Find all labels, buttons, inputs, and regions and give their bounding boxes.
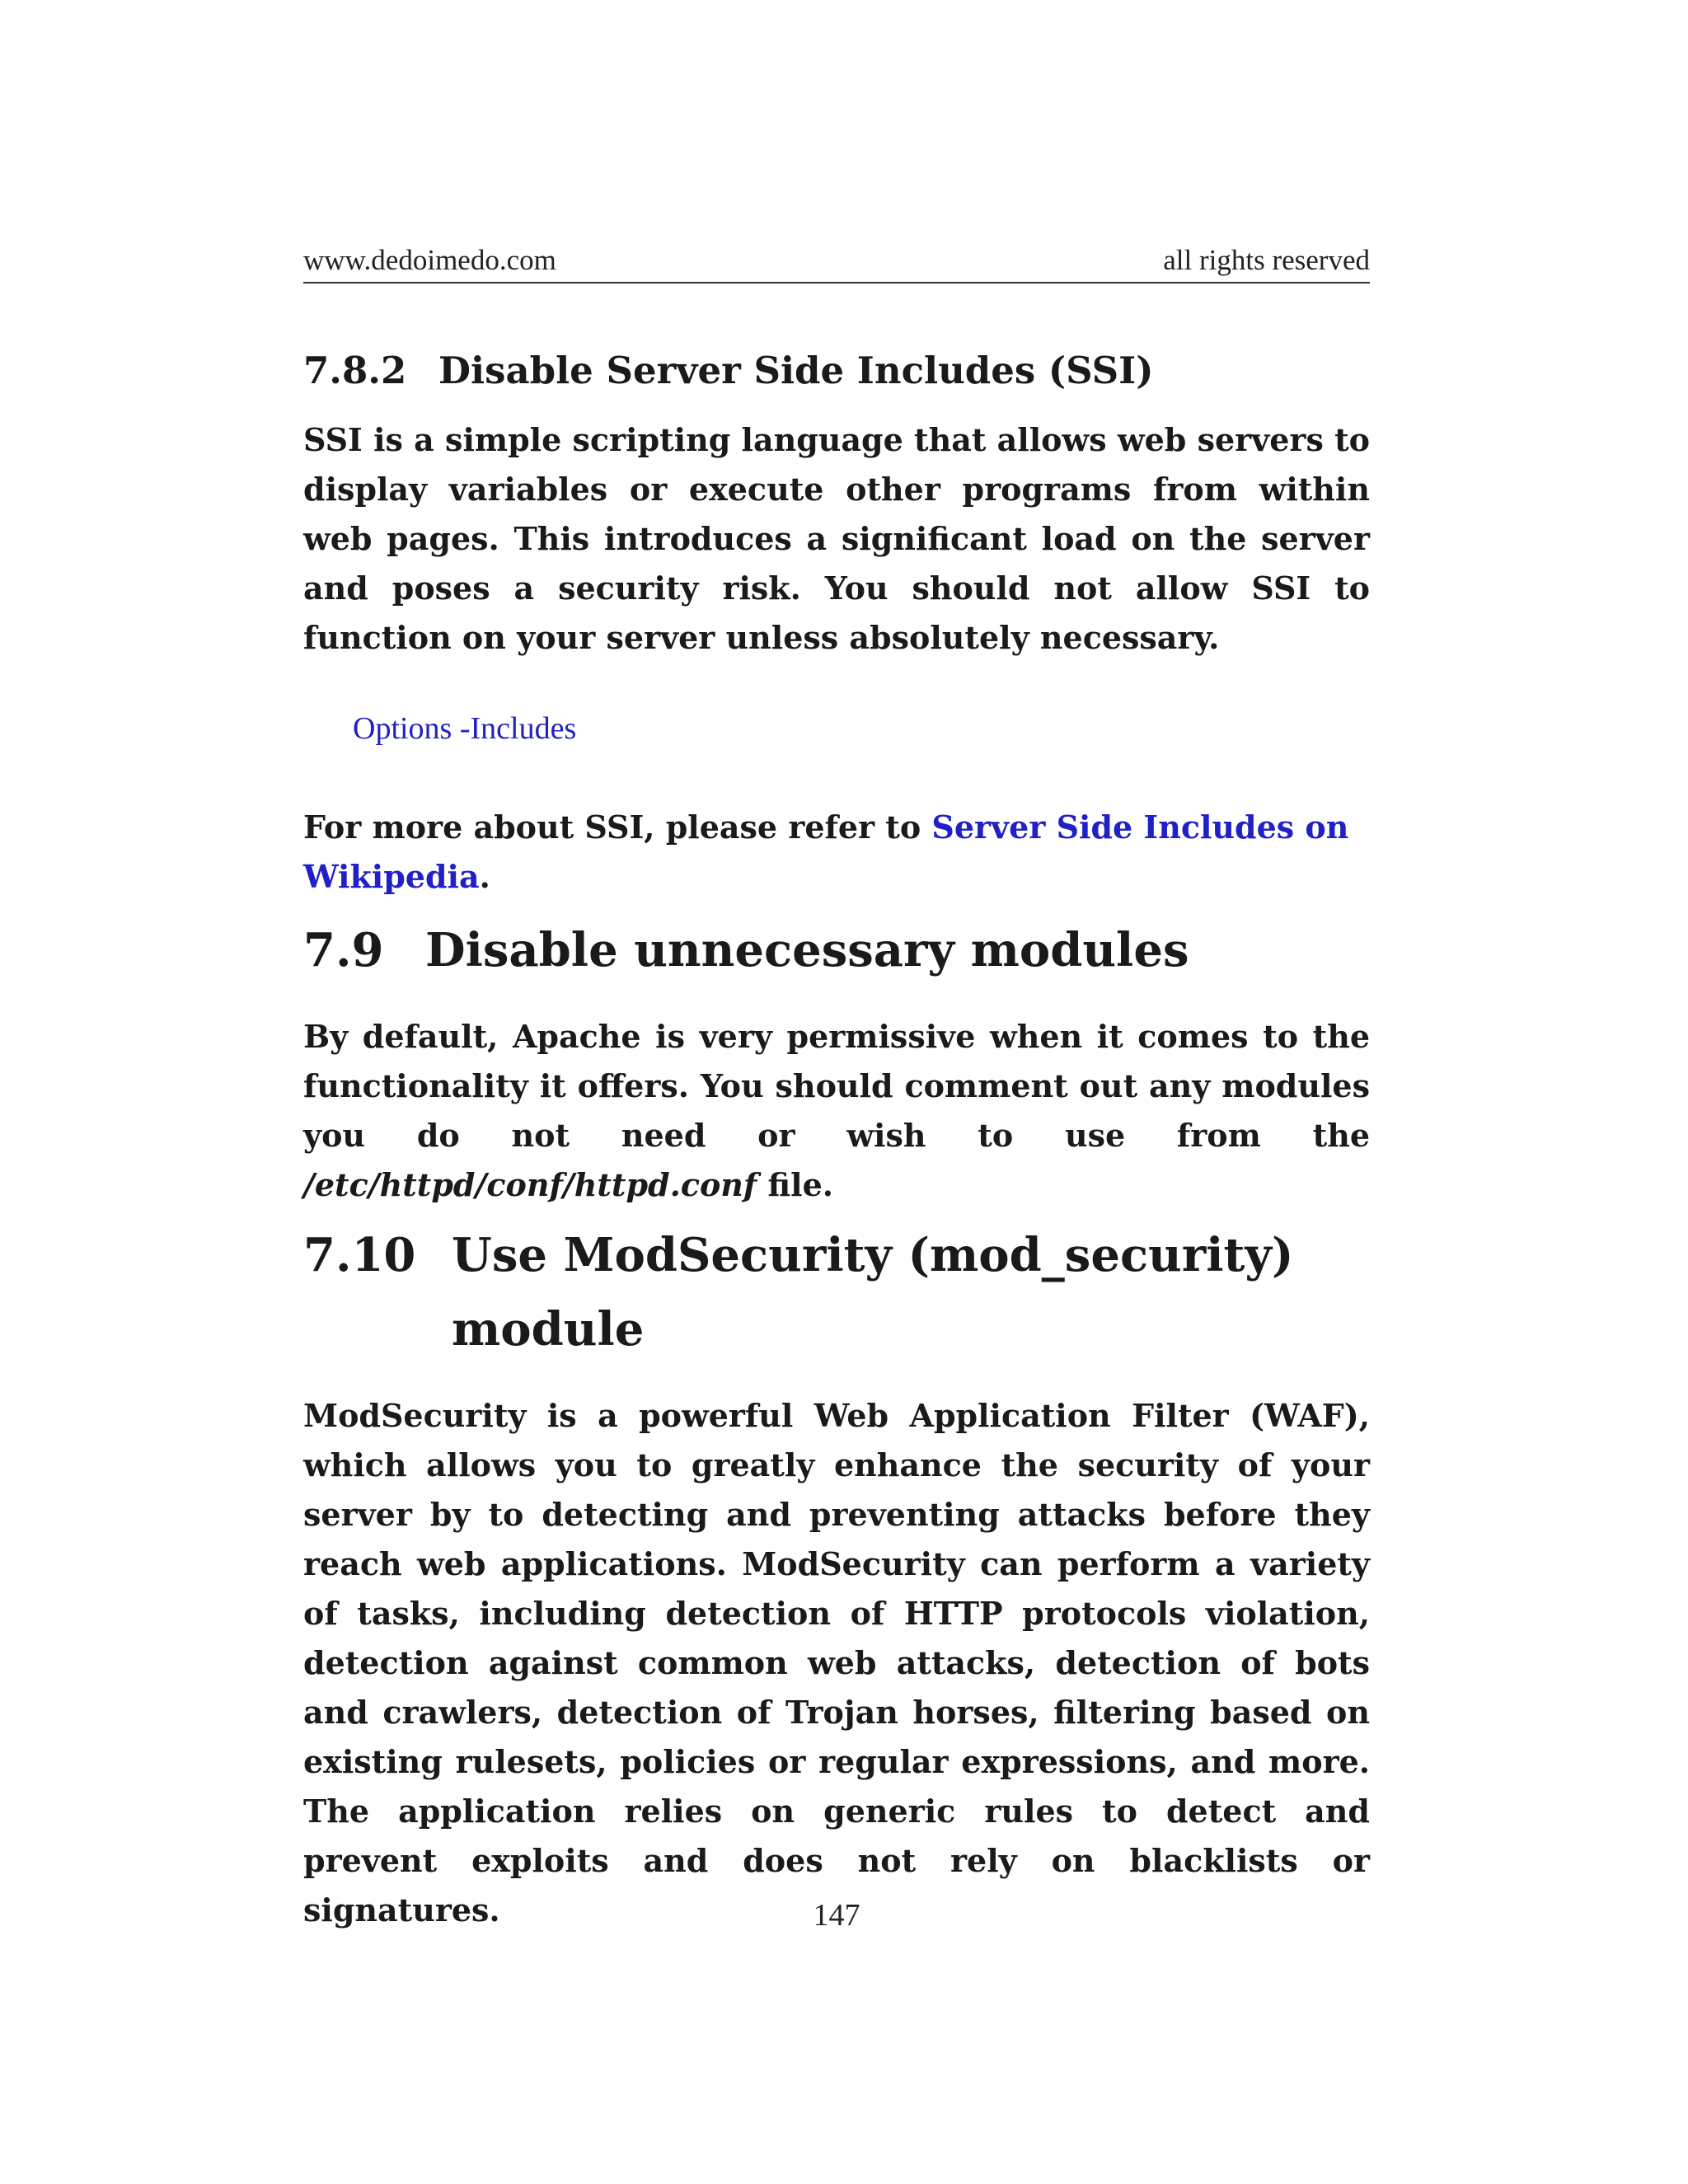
ssi-more-prefix: For more about SSI, please refer to <box>303 808 932 846</box>
heading-7-8-2 <box>303 344 1370 397</box>
heading-7-10-number: 7.10 <box>303 1228 416 1282</box>
document-page <box>303 0 1370 2184</box>
heading-7-9 <box>303 913 1189 987</box>
paragraph-modsecurity: ModSecurity is a powerful Web Application Filter (WAF), which allows you to greatly enhance the security of your server by to detecting and preventing attacks before they reach web applications. ModSecurity can perform a variety of tasks, including detection of HTTP protocols violation, detection against common web attacks, detection of bots and crawlers, detection of Trojan horses, filtering based on existing rulesets, policies or regular expressions, and more. The application relies on generic rules to detect and prevent exploits and does not rely on blacklists or signatures. <box>303 1397 1370 1929</box>
heading-7-8-2-number: 7.8.2 <box>303 349 407 392</box>
header-site-url: www.dedoimedo.com <box>303 244 556 276</box>
heading-7-10-title: Use ModSecurity (mod_security) module <box>452 1228 1294 1357</box>
header-rights: all rights reserved <box>1163 244 1370 276</box>
link-ssi-wikipedia[interactable]: Server Side Includes on Wikipedia <box>303 808 1349 895</box>
ssi-more-suffix: . <box>479 858 490 895</box>
httpd-conf-path: /etc/httpd/conf/httpd.conf <box>303 1166 757 1203</box>
code-options-includes: Options -Includes <box>353 711 577 746</box>
running-header <box>303 241 1370 284</box>
heading-7-10 <box>303 1218 1370 1366</box>
modules-suffix: file. <box>757 1166 833 1203</box>
modules-prefix: By default, Apache is very permissive when it comes to the functionality it offers. You should comment out any modules you do not need or wish to use from the <box>303 1018 1370 1154</box>
paragraph-modules <box>303 1012 1370 1210</box>
heading-7-9-title: Disable unnecessary modules <box>425 923 1189 977</box>
paragraph-ssi-more <box>303 803 1370 902</box>
heading-7-9-number: 7.9 <box>303 923 384 977</box>
page-number: 147 <box>813 1898 860 1933</box>
heading-7-8-2-title: Disable Server Side Includes (SSI) <box>438 349 1154 392</box>
paragraph-ssi: SSI is a simple scripting language that allows web servers to display variables or execute other programs from within web pages. This introduces a significant load on the server and poses a security risk. You should not allow SSI to function on your server unless absolutely necessary. <box>303 421 1370 656</box>
